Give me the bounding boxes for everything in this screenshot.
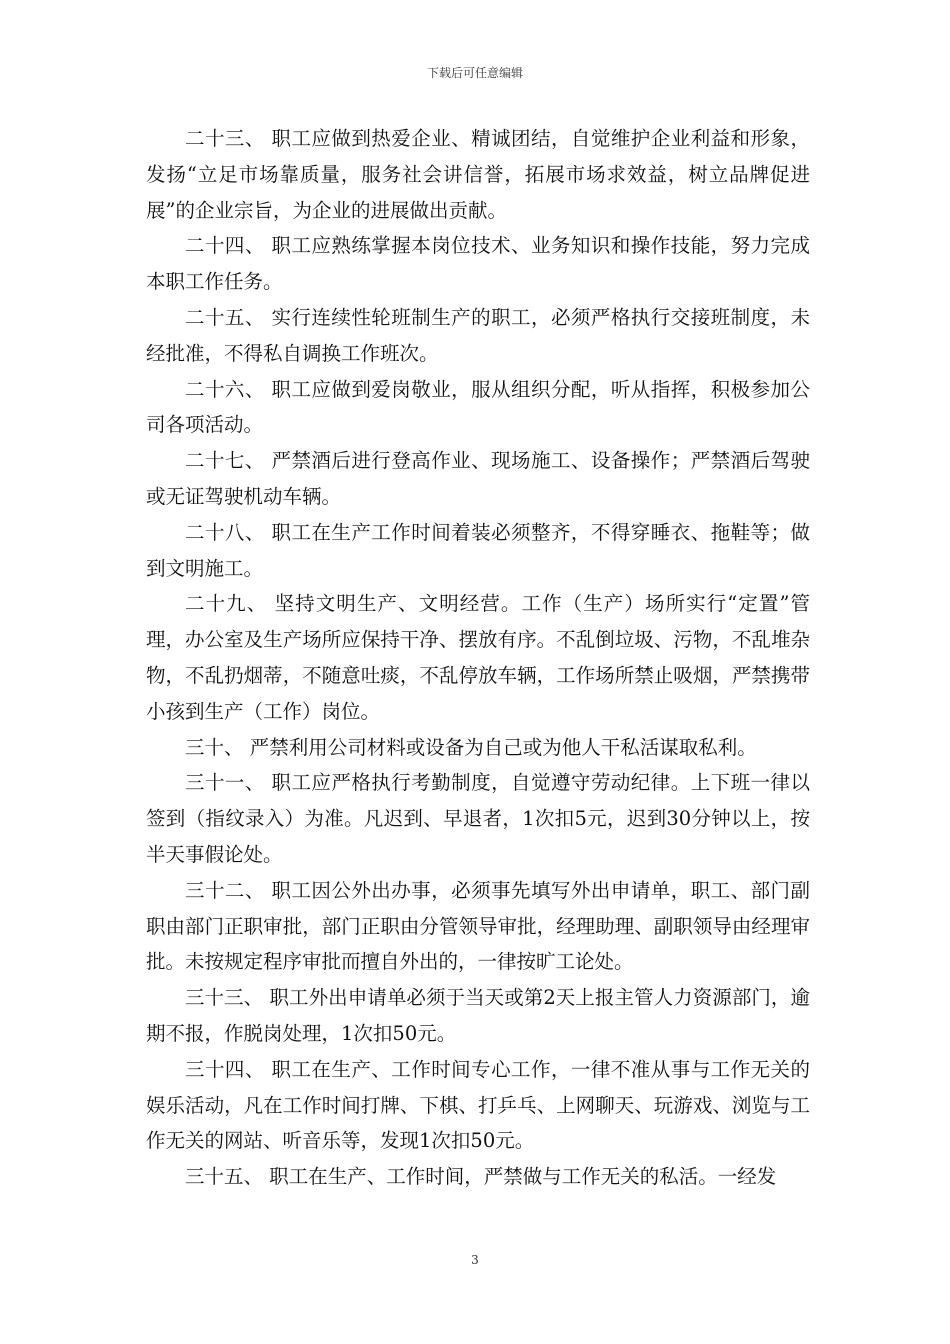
clause-34: 三十四、 职工在生产、工作时间专心工作，一律不准从事与工作无关的娱乐活动，凡在工作时间打牌、下棋、打乒乓、上网聊天、玩游戏、浏览与工作无关的网站、听音乐等，发现1次扣50元。 bbox=[146, 1057, 810, 1153]
clause-35: 三十五、 职工在生产、工作时间，严禁做与工作无关的私活。一经发 bbox=[185, 1165, 777, 1189]
clause-23: 二十三、 职工应做到热爱企业、精诚团结，自觉维护企业利益和形象，发扬“立足市场靠质量，服务社会讲信誉，拓展市场求效益，树立品牌促进展”的企业宗旨，为企业的进展做出贡献。 bbox=[146, 127, 810, 222]
clause-24: 二十四、 职工应熟练掌握本岗位技术、业务知识和操作技能，努力完成本职工作任务。 bbox=[146, 234, 810, 294]
document-body bbox=[146, 121, 810, 1195]
clause-28: 二十八、 职工在生产工作时间着装必须整齐，不得穿睡衣、拖鞋等；做到文明施工。 bbox=[146, 520, 810, 580]
page-header: 下载后可任意编辑 bbox=[426, 66, 523, 80]
clause-30: 三十、 严禁利用公司材料或设备为自己或为他人干私活谋取私利。 bbox=[185, 735, 757, 759]
page-number: 3 bbox=[471, 1253, 479, 1267]
clause-27: 二十七、 严禁酒后进行登高作业、现场施工、设备操作；严禁酒后驾驶或无证驾驶机动车辆。 bbox=[146, 449, 810, 508]
clause-25: 二十五、 实行连续性轮班制生产的职工，必须严格执行交接班制度，未经批准，不得私自调换工作班次。 bbox=[146, 305, 810, 365]
clause-29: 二十九、 坚持文明生产、文明经营。工作（生产）场所实行“定置”管理，办公室及生产场所应保持干净、摆放有序。不乱倒垃圾、污物，不乱堆杂物，不乱扔烟蒂，不随意吐痰，不乱停放车辆，工作场所禁止吸烟，严禁携带小孩到生产（工作）岗位。 bbox=[146, 592, 810, 723]
clause-33: 三十三、 职工外出申请单必须于当天或第2天上报主管人力资源部门，逾期不报，作脱岗处理，1次扣50元。 bbox=[146, 986, 810, 1045]
clause-32: 三十二、 职工因公外出办事，必须事先填写外出申请单，职工、部门副职由部门正职审批，部门正职由分管领导审批，经理助理、副职领导由经理审批。未按规定程序审批而擅自外出的，一律按旷工论处。 bbox=[146, 878, 810, 974]
clause-31: 三十一、 职工应严格执行考勤制度，自觉遵守劳动纪律。上下班一律以签到（指纹录入）为准。凡迟到、早退者，1次扣5元，迟到30分钟以上，按半天事假论处。 bbox=[146, 771, 810, 866]
clause-26: 二十六、 职工应做到爱岗敬业，服从组织分配，听从指挥，积极参加公司各项活动。 bbox=[146, 377, 810, 437]
